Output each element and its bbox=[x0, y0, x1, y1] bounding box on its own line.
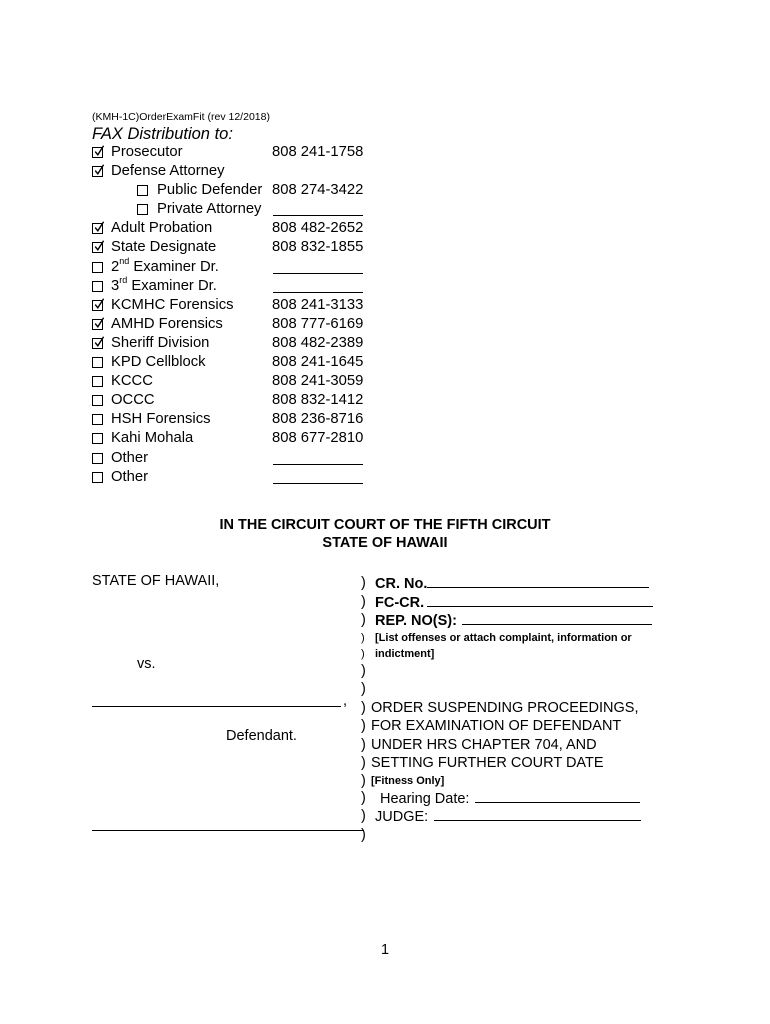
fax-number: 808 777-6169 bbox=[272, 315, 364, 332]
order-title-row bbox=[361, 754, 671, 773]
fax-number: 808 832-1855 bbox=[272, 239, 364, 256]
cr-number-field[interactable] bbox=[427, 574, 649, 588]
fax-number-blank[interactable] bbox=[273, 292, 363, 293]
fc-cr-row bbox=[361, 593, 671, 612]
checkbox-icon[interactable] bbox=[137, 204, 148, 215]
plaintiff-name: STATE OF HAWAII, bbox=[92, 573, 220, 589]
fitness-only-row bbox=[361, 773, 671, 789]
caption-paren: ) bbox=[361, 772, 366, 789]
distribution-label: Other bbox=[111, 449, 149, 466]
caption-paren: ) bbox=[361, 575, 366, 591]
fax-number: 808 832-1412 bbox=[272, 392, 364, 409]
distribution-label: OCCC bbox=[111, 392, 155, 409]
fax-number: 808 482-2389 bbox=[272, 334, 364, 351]
checked-checkbox-icon[interactable] bbox=[92, 242, 103, 253]
distribution-label: KCCC bbox=[111, 373, 153, 390]
fax-number-blank[interactable] bbox=[273, 483, 363, 484]
defendant-label: Defendant. bbox=[226, 728, 297, 744]
order-title-row bbox=[361, 699, 671, 718]
distribution-item bbox=[92, 468, 392, 487]
checked-checkbox-icon[interactable] bbox=[92, 223, 103, 234]
fax-number: 808 274-3422 bbox=[272, 182, 364, 199]
defendant-name-line[interactable] bbox=[92, 706, 341, 707]
checked-checkbox-icon[interactable] bbox=[92, 166, 103, 177]
checkbox-icon[interactable] bbox=[92, 281, 103, 292]
order-title-line-1: ORDER SUSPENDING PROCEEDINGS, bbox=[371, 699, 639, 716]
caption-paren: ) bbox=[361, 718, 366, 734]
fax-number-blank[interactable] bbox=[273, 464, 363, 465]
caption-right-column bbox=[361, 574, 671, 844]
distribution-label: Adult Probation bbox=[111, 220, 213, 237]
distribution-label: Defense Attorney bbox=[111, 163, 225, 180]
instruction-row-1 bbox=[361, 630, 671, 646]
distribution-label: Sheriff Division bbox=[111, 334, 210, 351]
court-state: STATE OF HAWAII bbox=[322, 535, 448, 551]
distribution-label: Kahi Mohala bbox=[111, 430, 194, 447]
cr-number-label: CR. No. bbox=[375, 576, 428, 592]
fax-number: 808 241-1758 bbox=[272, 144, 364, 160]
page-number: 1 bbox=[380, 942, 390, 958]
fax-number-blank[interactable] bbox=[273, 273, 363, 274]
checkbox-icon[interactable] bbox=[92, 414, 103, 425]
fax-distribution-title: FAX Distribution to: bbox=[92, 125, 233, 143]
fax-number: 808 241-3133 bbox=[272, 296, 364, 313]
fc-cr-label: FC-CR. bbox=[375, 594, 425, 611]
blank-paren-row bbox=[361, 680, 671, 699]
checkbox-icon[interactable] bbox=[92, 433, 103, 444]
rep-numbers-field[interactable] bbox=[462, 611, 652, 625]
distribution-item bbox=[92, 410, 392, 429]
distribution-item bbox=[92, 429, 392, 448]
distribution-item bbox=[92, 334, 392, 353]
versus-label: vs. bbox=[137, 656, 156, 672]
judge-field[interactable] bbox=[434, 807, 641, 821]
distribution-item bbox=[92, 315, 392, 334]
blank-paren-row bbox=[361, 662, 671, 681]
caption-paren: ) bbox=[361, 808, 366, 824]
judge-row bbox=[361, 807, 671, 826]
checked-checkbox-icon[interactable] bbox=[92, 147, 103, 158]
distribution-label: Private Attorney bbox=[157, 201, 262, 218]
caption-paren: ) bbox=[361, 593, 366, 610]
caption-paren: ) bbox=[361, 662, 366, 679]
caption-paren: ) bbox=[361, 755, 366, 771]
caption-paren: ) bbox=[361, 789, 366, 806]
court-name: IN THE CIRCUIT COURT OF THE FIFTH CIRCUIT bbox=[219, 517, 551, 533]
distribution-item bbox=[92, 372, 392, 391]
caption-paren: ) bbox=[361, 631, 365, 644]
distribution-label: AMHD Forensics bbox=[111, 315, 223, 332]
checkbox-icon[interactable] bbox=[137, 185, 148, 196]
distribution-label: KPD Cellblock bbox=[111, 354, 206, 371]
caption-paren: ) bbox=[361, 612, 366, 628]
rep-numbers-row bbox=[361, 611, 671, 630]
fc-cr-field[interactable] bbox=[427, 593, 653, 607]
distribution-label: Public Defender bbox=[157, 182, 263, 199]
fax-number: 808 241-3059 bbox=[272, 373, 364, 390]
distribution-label: Other bbox=[111, 468, 149, 485]
distribution-label: 3rd Examiner Dr. bbox=[111, 274, 217, 294]
distribution-item bbox=[92, 219, 392, 238]
distribution-label: KCMHC Forensics bbox=[111, 296, 234, 313]
distribution-item bbox=[92, 274, 392, 296]
fitness-only-note: [Fitness Only] bbox=[371, 774, 445, 787]
caption-paren: ) bbox=[361, 699, 366, 716]
cr-number-row bbox=[361, 574, 671, 593]
checkbox-icon[interactable] bbox=[92, 357, 103, 368]
offense-instruction-1: [List offenses or attach complaint, information or bbox=[375, 631, 632, 644]
distribution-label: 2nd Examiner Dr. bbox=[111, 255, 219, 275]
distribution-label: State Designate bbox=[111, 239, 217, 256]
distribution-item bbox=[92, 391, 392, 410]
closing-paren-row bbox=[361, 826, 671, 845]
order-title-line-4: SETTING FURTHER COURT DATE bbox=[371, 755, 604, 771]
order-title-line-3: UNDER HRS CHAPTER 704, AND bbox=[371, 736, 597, 753]
hearing-date-field[interactable] bbox=[475, 789, 640, 803]
order-title-row bbox=[361, 736, 671, 755]
checkbox-icon[interactable] bbox=[92, 262, 103, 273]
fax-number: 808 236-8716 bbox=[272, 411, 364, 428]
offense-instruction-2: indictment] bbox=[375, 647, 435, 660]
checkbox-icon[interactable] bbox=[92, 472, 103, 483]
fax-number-blank[interactable] bbox=[273, 215, 363, 216]
distribution-item bbox=[92, 238, 392, 257]
checked-checkbox-icon[interactable] bbox=[92, 300, 103, 311]
caption-paren: ) bbox=[361, 736, 366, 753]
fax-number: 808 677-2810 bbox=[272, 430, 364, 447]
distribution-item bbox=[92, 296, 392, 315]
fax-distribution-list bbox=[92, 143, 392, 487]
distribution-item bbox=[92, 353, 392, 372]
form-code: (KMH-1C)OrderExamFit (rev 12/2018) bbox=[92, 111, 270, 123]
caption-paren: ) bbox=[361, 647, 365, 660]
distribution-label: HSH Forensics bbox=[111, 411, 211, 428]
caption-bottom-rule bbox=[92, 830, 364, 831]
distribution-item bbox=[92, 449, 392, 468]
order-title-line-2: FOR EXAMINATION OF DEFENDANT bbox=[371, 718, 622, 734]
checked-checkbox-icon[interactable] bbox=[92, 319, 103, 330]
fax-number: 808 482-2652 bbox=[272, 220, 364, 237]
hearing-date-label: Hearing Date: bbox=[380, 790, 470, 807]
checkbox-icon[interactable] bbox=[92, 395, 103, 406]
fax-number: 808 241-1645 bbox=[272, 354, 364, 371]
checked-checkbox-icon[interactable] bbox=[92, 338, 103, 349]
distribution-item bbox=[92, 181, 392, 200]
distribution-item bbox=[92, 143, 392, 162]
order-title-row bbox=[361, 717, 671, 736]
defendant-line-comma: , bbox=[343, 693, 348, 709]
distribution-item bbox=[92, 162, 392, 181]
judge-label: JUDGE: bbox=[375, 809, 429, 825]
distribution-label: Prosecutor bbox=[111, 144, 183, 160]
distribution-item bbox=[92, 200, 392, 219]
caption-paren: ) bbox=[361, 826, 366, 843]
distribution-item bbox=[92, 255, 392, 277]
rep-numbers-label: REP. NO(S): bbox=[375, 613, 457, 629]
caption-paren: ) bbox=[361, 681, 366, 697]
checkbox-icon[interactable] bbox=[92, 376, 103, 387]
instruction-row-2 bbox=[361, 646, 671, 662]
checkbox-icon[interactable] bbox=[92, 453, 103, 464]
hearing-date-row bbox=[361, 789, 671, 808]
